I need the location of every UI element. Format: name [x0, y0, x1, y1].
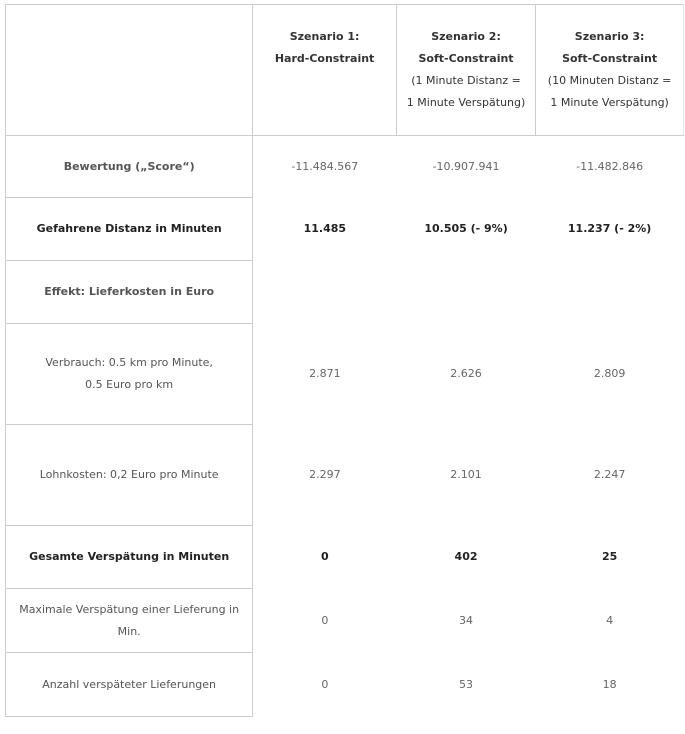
cell-scenario-1: 0	[321, 613, 329, 627]
scenario-2-note-line2: 1 Minute Verspätung)	[406, 96, 526, 109]
table-row-score	[6, 136, 684, 198]
table-row-late-deliveries	[6, 653, 684, 717]
cell-scenario-1: 2.871	[309, 367, 341, 380]
cell-scenario-3: 2.247	[593, 468, 626, 481]
cell-scenario-2: -10.907.941	[432, 159, 500, 173]
cell-scenario-1: 0	[321, 550, 329, 563]
header-scenario-2	[396, 5, 535, 136]
cell-scenario-2: 34	[459, 613, 474, 627]
row-label: Anzahl verspäteter Lieferungen	[6, 653, 253, 717]
cell-scenario-1: 0	[321, 677, 329, 691]
cell-scenario-1: 11.485	[303, 222, 347, 235]
scenario-3-title: Szenario 3:	[574, 30, 645, 43]
cell-scenario-3: -11.482.846	[576, 159, 644, 173]
header-scenario-1	[253, 5, 397, 136]
cell-scenario-3: 4	[606, 613, 614, 627]
cell-scenario-2: 2.626	[450, 367, 482, 380]
table-row-wage-costs	[6, 425, 684, 526]
cell-scenario-1: -11.484.567	[291, 159, 359, 173]
scenario-1-title: Szenario 1:	[289, 30, 360, 43]
table-row-distance	[6, 198, 684, 261]
scenario-3-subtitle: Soft-Constraint	[562, 52, 658, 65]
header-scenario-3	[536, 5, 684, 136]
row-label: Gefahrene Distanz in Minuten	[6, 198, 253, 261]
cell-scenario-1: 2.297	[309, 468, 341, 481]
cell-scenario-3: 18	[602, 677, 617, 691]
row-label: Gesamte Verspätung in Minuten	[6, 526, 253, 589]
cell-scenario-2: 2.101	[450, 468, 482, 481]
scenario-3-note-line2: 1 Minute Verspätung)	[550, 96, 669, 109]
row-label-line1: Verbrauch: 0.5 km pro Minute,	[45, 356, 213, 369]
cell-scenario-3: 25	[601, 550, 618, 563]
scenario-2-title: Szenario 2:	[431, 30, 501, 43]
cell-scenario-2: 402	[454, 550, 478, 563]
header-empty-cell	[6, 5, 253, 136]
row-label	[6, 324, 253, 425]
cell-scenario-3: 2.809	[593, 367, 626, 380]
cell-scenario-3: 11.237 (- 2%)	[567, 222, 652, 235]
scenario-2-note-line1: (1 Minute Distanz =	[411, 74, 521, 87]
scenario-2-subtitle: Soft-Constraint	[418, 52, 514, 65]
cell-scenario-2: 10.505 (- 9%)	[424, 222, 508, 235]
scenario-comparison-table	[5, 4, 684, 717]
table-row-effect-heading	[6, 261, 684, 324]
scenario-1-subtitle: Hard-Constraint	[274, 52, 375, 65]
table-row-total-delay	[6, 526, 684, 589]
cell-scenario-2: 53	[459, 677, 474, 691]
row-label: Lohnkosten: 0,2 Euro pro Minute	[6, 425, 253, 526]
row-label: Bewertung („Score“)	[6, 136, 253, 198]
header-row	[6, 5, 684, 136]
scenario-3-note-line1: (10 Minuten Distanz =	[547, 74, 672, 87]
row-label-line2: 0.5 Euro pro km	[85, 378, 174, 391]
table-row-max-delay	[6, 589, 684, 653]
row-label: Maximale Verspätung einer Lieferung in Min.	[6, 589, 253, 653]
table-row-consumption	[6, 324, 684, 425]
row-label: Effekt: Lieferkosten in Euro	[6, 261, 253, 324]
